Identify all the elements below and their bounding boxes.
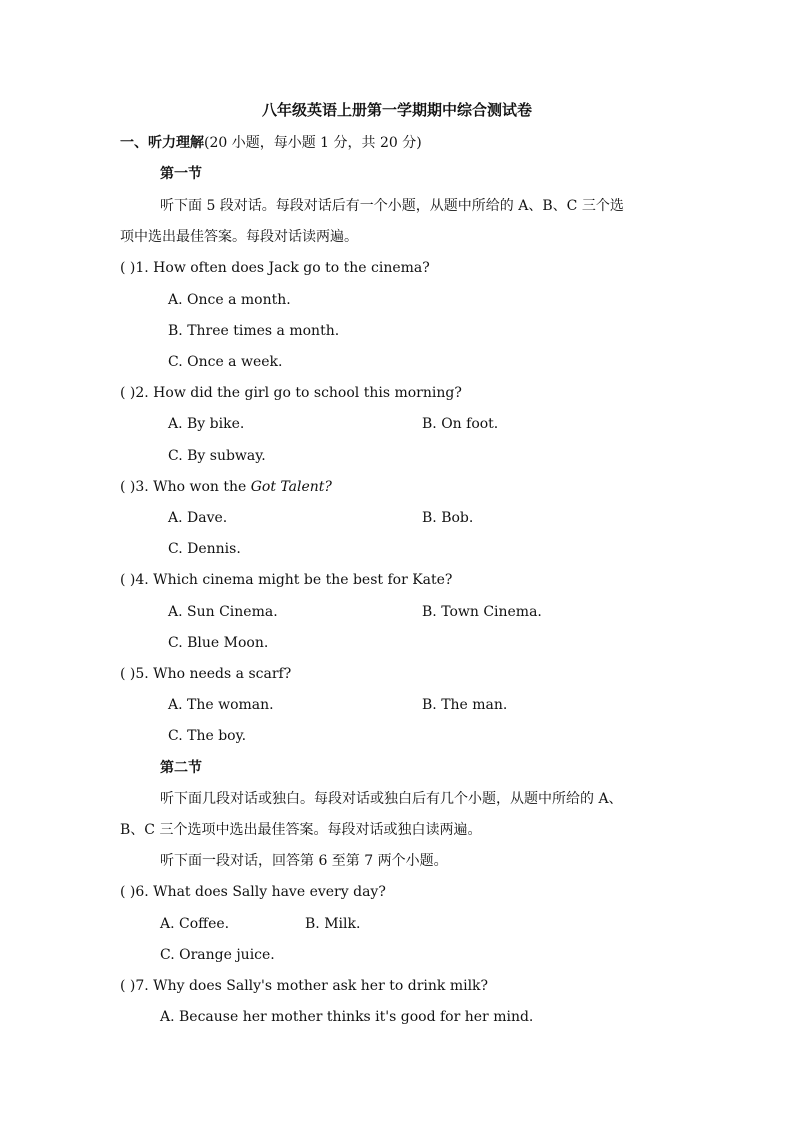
question-3-stem-prefix: ( )3. Who won the bbox=[120, 479, 251, 495]
question-1-option-b: B. Three times a month. bbox=[168, 323, 340, 339]
section2-sub-instruction: 听下面一段对话，回答第 6 至第 7 两个小题。 bbox=[160, 853, 448, 869]
question-7-stem: ( )7. Why does Sally's mother ask her to drink milk? bbox=[120, 978, 489, 994]
question-6-option-c: C. Orange juice. bbox=[160, 947, 275, 963]
part1-heading bbox=[120, 133, 422, 153]
question-2-option-a: A. By bike. bbox=[168, 416, 245, 432]
question-5-option-b: B. The man. bbox=[422, 697, 508, 713]
question-2-option-c: C. By subway. bbox=[168, 448, 266, 464]
question-2-stem: ( )2. How did the girl go to school this morning? bbox=[120, 385, 462, 401]
section1-heading: 第一节 bbox=[160, 166, 202, 182]
section2-heading: 第二节 bbox=[160, 760, 202, 776]
part1-heading-note: (20 小题，每小题 1 分，共 20 分) bbox=[204, 135, 422, 151]
section1-instruction-line2: 项中选出最佳答案。每段对话读两遍。 bbox=[120, 229, 358, 245]
question-6-stem: ( )6. What does Sally have every day? bbox=[120, 884, 386, 900]
question-6-option-a: A. Coffee. bbox=[160, 916, 230, 932]
page-title: 八年级英语上册第一学期期中综合测试卷 bbox=[261, 101, 532, 119]
question-3-option-b: B. Bob. bbox=[422, 510, 474, 526]
question-3-option-a: A. Dave. bbox=[168, 510, 228, 526]
section1-instruction-line1: 听下面 5 段对话。每段对话后有一个小题，从题中所给的 A、B、C 三个选 bbox=[160, 198, 624, 214]
question-5-option-c: C. The boy. bbox=[168, 728, 247, 744]
question-3-option-c: C. Dennis. bbox=[168, 541, 241, 557]
question-4-stem: ( )4. Which cinema might be the best for Kate? bbox=[120, 572, 453, 588]
question-1-stem: ( )1. How often does Jack go to the cinema? bbox=[120, 260, 430, 276]
question-4-option-b: B. Town Cinema. bbox=[422, 604, 542, 620]
question-4-option-a: A. Sun Cinema. bbox=[168, 604, 278, 620]
question-3-stem-italic: Got Talent? bbox=[250, 479, 332, 495]
question-1-option-c: C. Once a week. bbox=[168, 354, 283, 370]
question-4-option-c: C. Blue Moon. bbox=[168, 635, 269, 651]
question-5-stem: ( )5. Who needs a scarf? bbox=[120, 666, 292, 682]
question-6-option-b: B. Milk. bbox=[305, 916, 361, 932]
question-2-option-b: B. On foot. bbox=[422, 416, 499, 432]
question-7-option-a: A. Because her mother thinks it's good for her mind. bbox=[160, 1009, 534, 1025]
question-5-option-a: A. The woman. bbox=[168, 697, 274, 713]
part1-heading-label: 一、听力理解 bbox=[120, 135, 204, 151]
section2-instruction-line2: B、C 三个选项中选出最佳答案。每段对话或独白读两遍。 bbox=[120, 822, 482, 838]
question-3-stem bbox=[120, 477, 332, 497]
question-1-option-a: A. Once a month. bbox=[168, 292, 291, 308]
section2-instruction-line1: 听下面几段对话或独白。每段对话或独白后有几个小题，从题中所给的 A、 bbox=[160, 791, 623, 807]
